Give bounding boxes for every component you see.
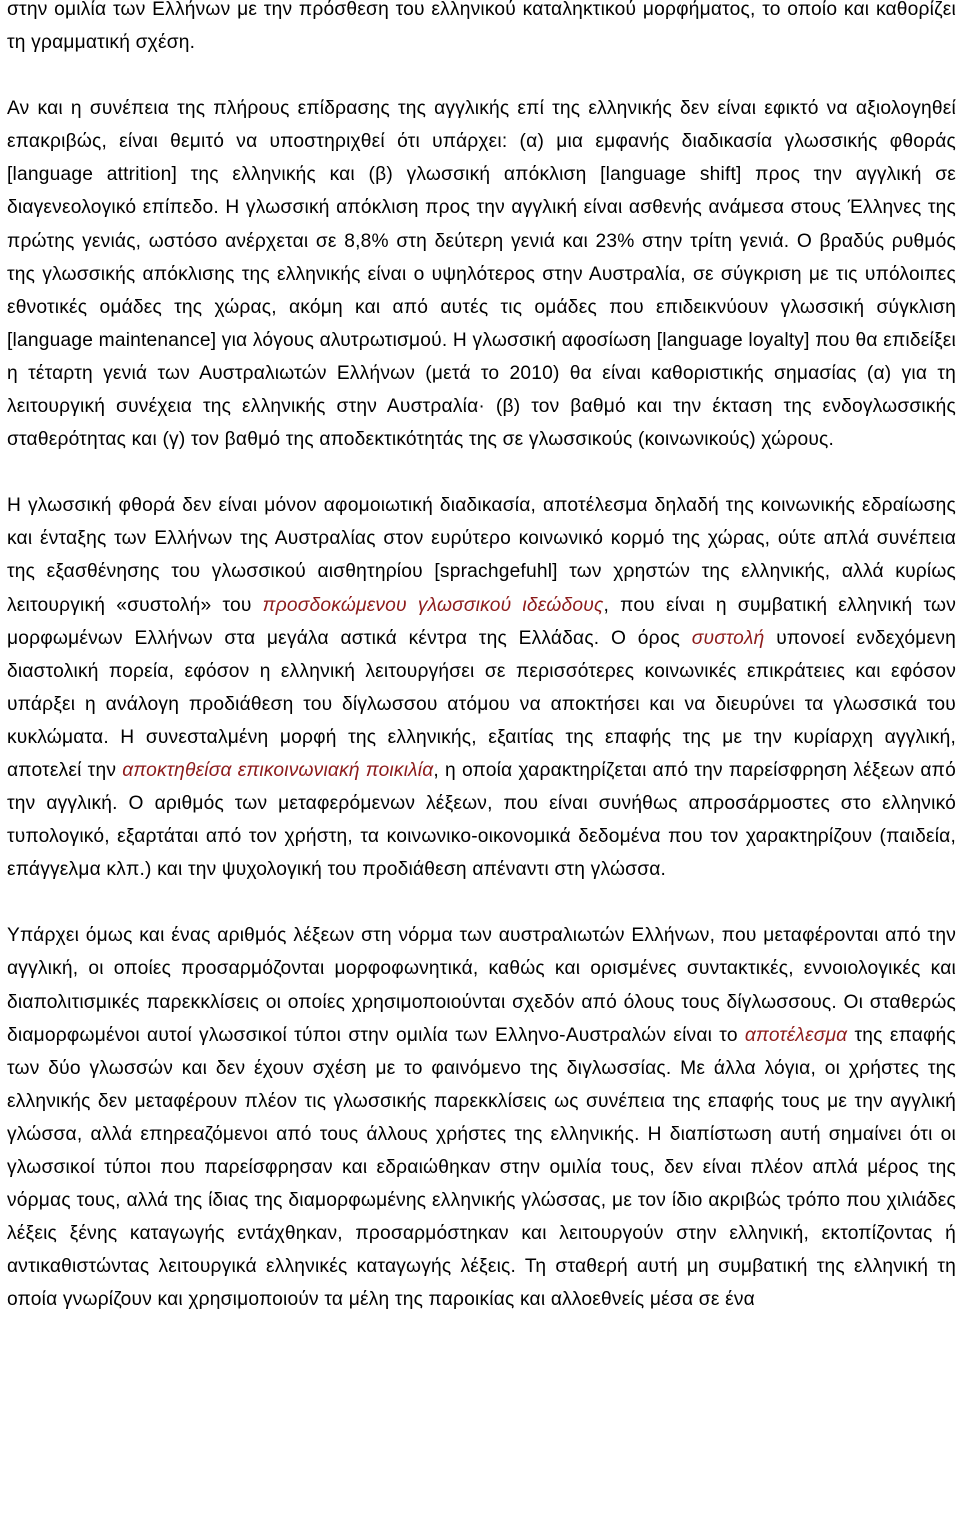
paragraph-adapted-words	[7, 919, 956, 1316]
highlighted-term: αποκτηθείσα επικοινωνιακή ποικιλία	[122, 759, 434, 781]
paragraph-continuation	[7, 0, 956, 59]
paragraph-text: Υπάρχει όμως και ένας αριθμός λέξεων στη νόρμα των αυστραλιωτών Ελλήνων, που μεταφέρονται από την αγγλική, οι οποίες προσαρμόζονται μορφοφωνητικά, καθώς και ορισμένες συντακτικές, εννοιολογικές και διαπολιτισμικές παρεκκλίσεις οι οποίες χρησιμοποιούνται σχεδόν από όλους τους δίγλωσσους. Οι σταθερώς διαμορφωμένοι αυτοί γλωσσικοί τύποι στην ομιλία των Ελληνο-Αυστραλών είναι το	[7, 925, 956, 1046]
paragraph-text: Αν και η συνέπεια της πλήρους επίδρασης της αγγλικής επί της ελληνικής δεν είναι εφικτό να αξιολογηθεί επακριβώς, είναι θεμιτό να υποστηριχθεί ότι υπάρχει: (α) μια εμφανής διαδικασία γλωσσικής φθοράς [language attrition] της ελληνικής και (β) γλωσσική απόκλιση [language shift] προς την αγγλική σε διαγενεολογικό επίπεδο. Η γλωσσική απόκλιση προς την αγγλική είναι ασθενής ανάμεσα στους Έλληνες της πρώτης γενιάς, ωστόσο ανέρχεται σε 8,8% στη δεύτερη γενιά και 23% στην τρίτη γενιά. Ο βραδύς ρυθμός της γλωσσικής απόκλισης της ελληνικής είναι ο υψηλότερος στην Αυστραλία, σε σύγκριση με τις υπόλοιπες εθνοτικές ομάδες της χώρας, ακόμη και από αυτές τις ομάδες που επιδεικνύουν γλωσσική σύγκλιση [language maintenance] για λόγους αλυτρωτισμού. Η γλωσσική αφοσίωση [language loyalty] που θα επιδείξει η τέταρτη γενιά των Αυστραλιωτών Ελλήνων (μετά το 2010) θα είναι καθοριστικής σημασίας (α) για τη λειτουργική συνέχεια της ελληνικής στην Αυστραλία· (β) τον βαθμό και την έκταση της ενδογλωσσικής σταθερότητας και (γ) τον βαθμό της αποδεκτικότητάς της σε γλωσσικούς (κοινωνικούς) χώρους.	[7, 98, 956, 451]
highlighted-term: συστολή	[691, 627, 765, 649]
paragraph-text: στην ομιλία των Ελλήνων με την πρόσθεση του ελληνικού καταληκτικού μορφήματος, το οποίο και καθορίζει τη γραμματική σχέση.	[7, 0, 956, 54]
paragraph-text: της επαφής των δύο γλωσσών και δεν έχουν σχέση με το φαινόμενο της διγλωσσίας. Με άλλα λόγια, οι χρήστες της ελληνικής δεν μεταφέρουν πλέον τις γλωσσικής παρεκκλίσεις ως συνέπεια της επαφής τους με την αγγλική γλώσσα, αλλά επηρεαζόμενοι από τους άλλους χρήστες της ελληνικής. Η διαπίστωση αυτή σημαίνει ότι οι γλωσσικοί τύποι που παρείσφρησαν και εδραιώθηκαν στην ομιλία τους, δεν είναι πλέον απλά μέρος της νόρμας τους, αλλά της ίδιας της διαμορφωμένης ελληνικής γλώσσας, με τον ίδιο ακριβώς τρόπο που χιλιάδες λέξεις ξένης καταγωγής εντάχθηκαν, προσαρμόστηκαν και λειτουργούν στην ελληνική, εκτοπίζοντας ή αντικαθιστώντας λειτουργικά ελληνικές καταγωγής λέξεις. Τη σταθερή αυτή μη συμβατική της ελληνική τη οποία γνωρίζουν και χρησιμοποιούν τα μέλη της παροικίας και αλλοεθνείς μέσα σε ένα	[7, 1024, 956, 1311]
paragraph-text: , η οποία χαρακτηρίζεται από την παρείσφρηση λέξεων από την αγγλική. Ο αριθμός των μεταφερόμενων λέξεων, που είναι συνήθως απροσάρμοστες στο ελληνικό τυπολογικό, εξαρτάται από τον χρήστη, τα κοινωνικο-οικονομικά δεδομένα που τον χαρακτηρίζουν (παιδεία, επάγγελμα κλπ.) και την ψυχολογική του προδιάθεση απέναντι στη γλώσσα.	[7, 759, 956, 881]
paragraph-gap	[7, 456, 956, 489]
paragraph-language-contraction	[7, 489, 956, 886]
paragraph-text: , που είναι η συμβατική ελληνική των μορφωμένων Ελλήνων στα μεγάλα αστικά κέντρα της Ελλάδας. Ο όρος	[7, 594, 956, 649]
highlighted-term: προσδοκώμενου γλωσσικού ιδεώδους	[262, 594, 604, 616]
paragraph-gap	[7, 886, 956, 919]
paragraph-language-attrition	[7, 92, 956, 456]
paragraph-text: Η γλωσσική φθορά δεν είναι μόνον αφομοιωτική διαδικασία, αποτέλεσμα δηλαδή της κοινωνικής εδραίωσης και ένταξης των Ελλήνων της Αυστραλίας στον ευρύτερο κοινωνικό κορμό της χώρας, ούτε απλά συνέπεια της εξασθένησης του γλωσσικού αισθητηρίου [sprachgefuhl] των χρηστών της ελληνικής, αλλά κυρίως λειτουργική «συστολή» του	[7, 495, 956, 616]
paragraph-gap	[7, 59, 956, 92]
paragraph-text: υπονοεί ενδεχόμενη διαστολική πορεία, εφόσον η ελληνική λειτουργήσει σε περισσότερες κοινωνικές επικράτειες και εφόσον υπάρξει η ανάλογη προδιάθεση του δίγλωσσου ατόμου να αποκτήσει και να διευρύνει τα γλωσσικά του κυκλώματα. Η συνεσταλμένη μορφή της ελληνικής, εξαιτίας της επαφής της με την κυρίαρχη αγγλική, αποτελεί την	[7, 627, 956, 781]
document-page	[7, 0, 956, 1316]
highlighted-term: αποτέλεσμα	[744, 1024, 848, 1046]
